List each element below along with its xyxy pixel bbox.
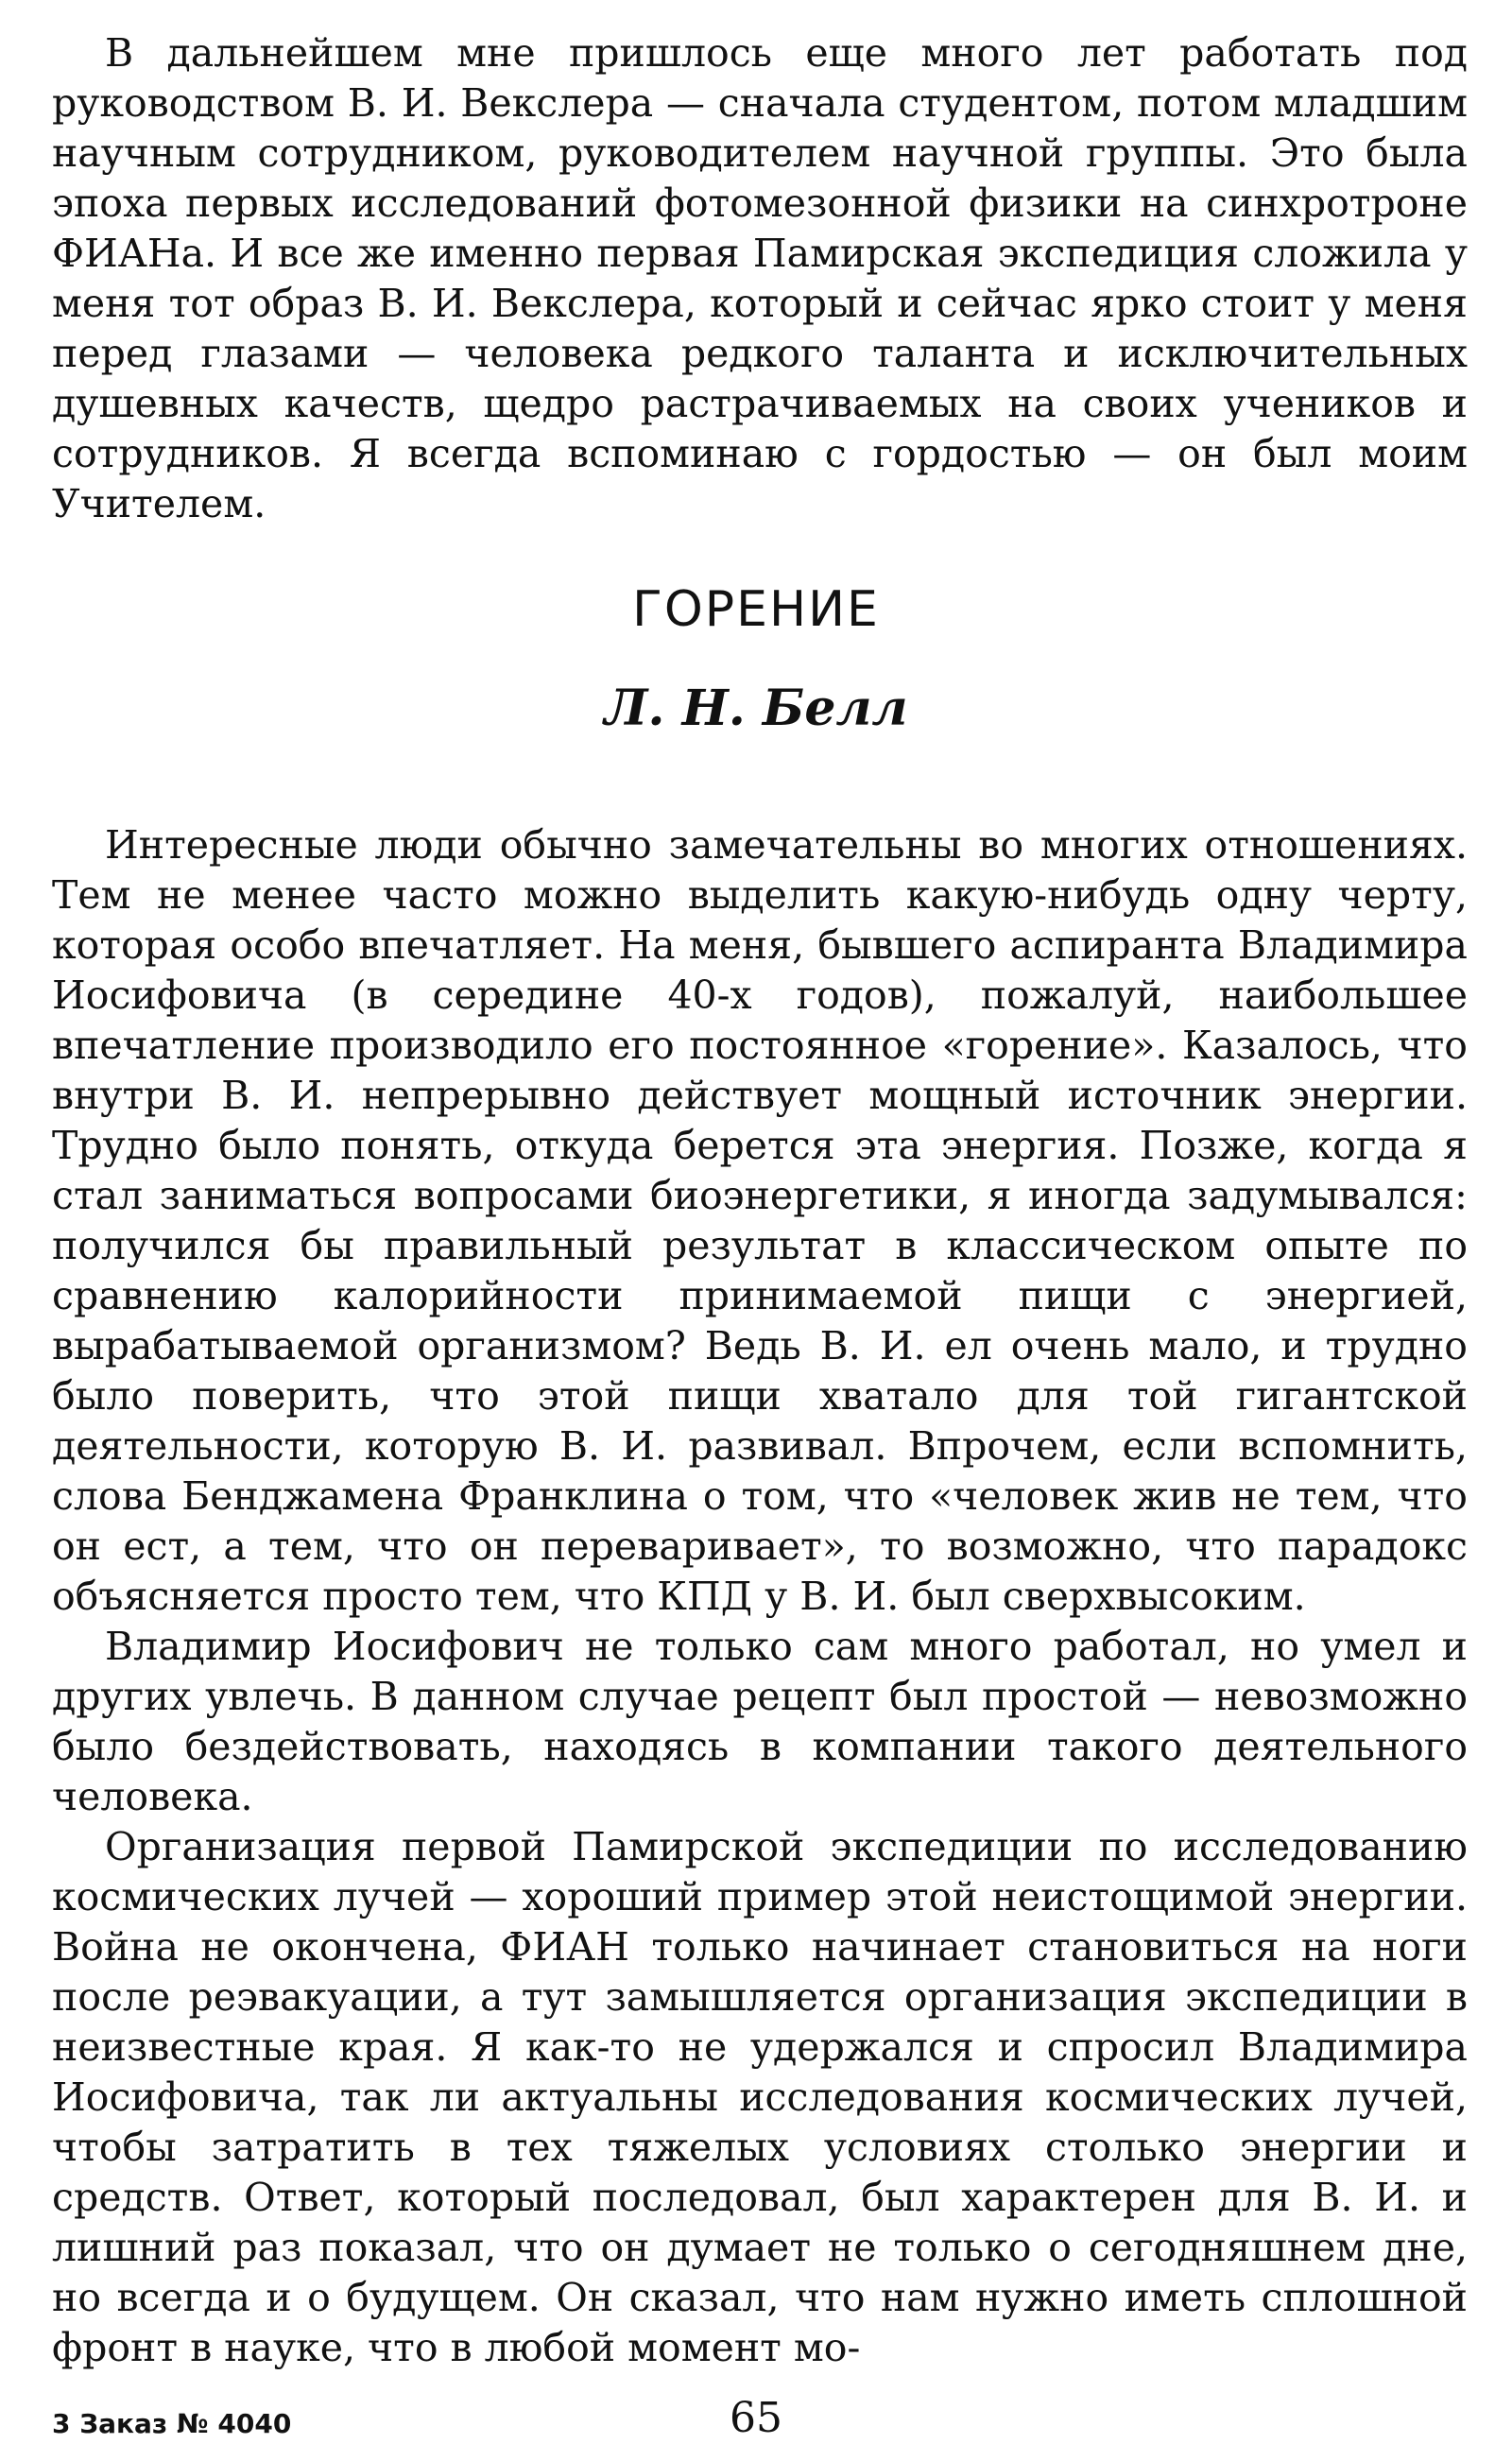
print-order-mark: 3 Заказ № 4040 <box>52 2408 292 2439</box>
section-title: ГОРЕНИЕ <box>632 581 880 638</box>
paragraph-1: Интересные люди обычно замечательны во многих отношениях. Тем не менее часто можно выделить какую-нибудь одну черту, которая особо впечатляет. На меня, бывшего аспиранта Владимира Иосифовича (в середине 40-х годов), пожалуй, наибольшее впечатление производило его постоянное «горение». Казалось, что внутри В. И. непрерывно действует мощный источник энергии. Трудно было понять, откуда берется эта энергия. Позже, когда я стал заниматься вопросами биоэнергетики, я иногда задумывался: получился бы правильный результат в классическом опыте по сравнению калорийности принимаемой пищи с энергией, вырабатываемой организмом? Ведь В. И. ел очень мало, и трудно было поверить, что этой пищи хватало для той гигантской деятельности, которую В. И. развивал. Впрочем, если вспомнить, слова Бенджамена Франклина о том, что «человек жив не тем, что он ест, а тем, что он переваривает», то возможно, что парадокс объясняется просто тем, что КПД у В. И. был сверхвысоким. <box>52 822 1468 1619</box>
paragraph-3: Организация первой Памирской экспедиции по исследованию космических лучей — хороший пример этой неистощимой энергии. Война не окончена, ФИАН только начинает становиться на ноги после реэвакуации, а тут замышляется организация экспедиции в неизвестные края. Я как-то не удержался и спросил Владимира Иосифовича, так ли актуальны исследования космических лучей, чтобы затратить в тех тяжелых условиях столько энергии и средств. Ответ, который последовал, был характерен для В. И. и лишний раз показал, что он думает не только о сегодняшнем дне, но всегда и о будущем. Он сказал, что нам нужно иметь сплошной фронт в науке, что в любой момент мо- <box>52 1824 1468 2370</box>
intro-paragraph: В дальнейшем мне пришлось еще много лет работать под руководством В. И. Векслера — сначала студентом, потом младшим научным сотрудником, руководителем научной группы. Это была эпоха первых исследований фотомезонной физики на синхротроне ФИАНа. И все же именно первая Памирская экспедиция сложила у меня тот образ В. И. Векслера, который и сейчас ярко стоит у меня перед глазами — человека редкого таланта и исключительных душевных качеств, щедро растрачиваемых на своих учеников и сотрудников. Я всегда вспоминаю с гордостью — он был моим Учителем. <box>52 30 1468 526</box>
paragraph-2: Владимир Иосифович не только сам много работал, но умел и других увлечь. В данном случае рецепт был простой — невозможно было бездействовать, находясь в компании такого деятельного человека. <box>52 1624 1468 1819</box>
main-text-block <box>52 820 1468 2373</box>
page-number: 65 <box>730 2394 782 2442</box>
intro-text-block <box>52 28 1468 529</box>
section-author: Л. Н. Белл <box>604 680 908 737</box>
